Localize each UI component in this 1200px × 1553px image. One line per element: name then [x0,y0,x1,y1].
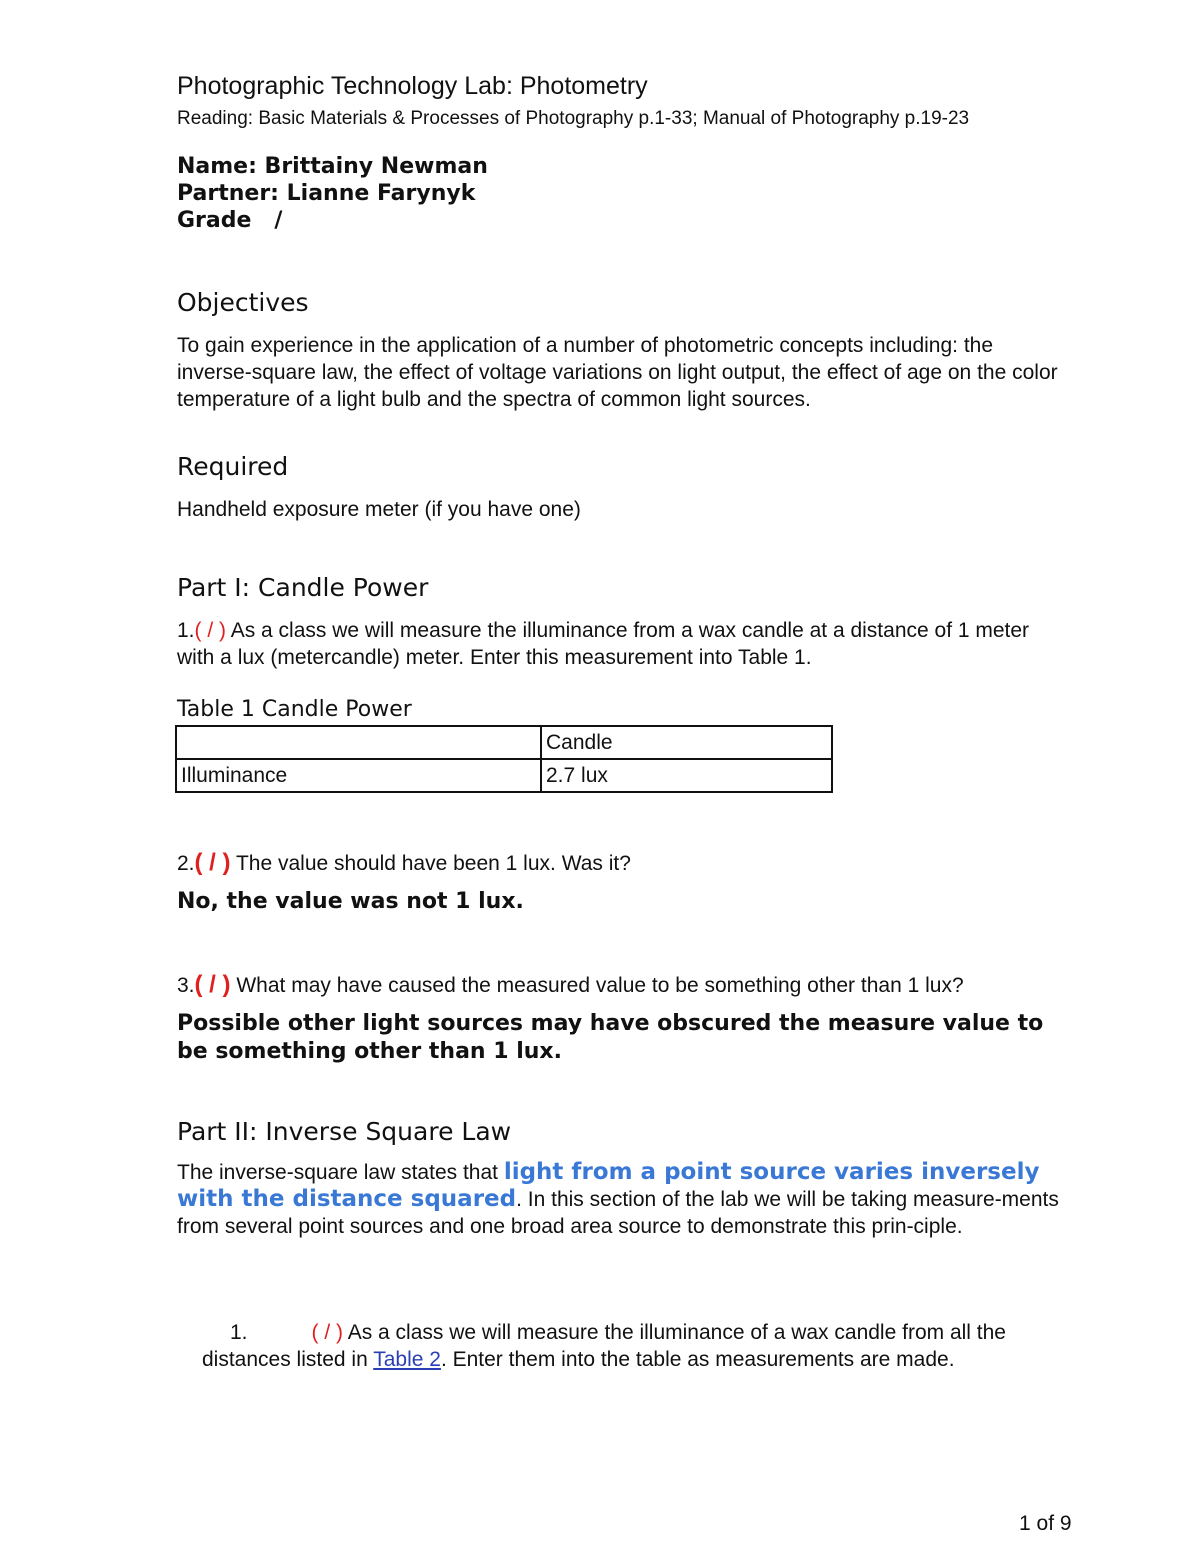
question-text: What may have caused the measured value to be something other than 1 lux? [230,974,964,997]
partner-name: Partner: Lianne Farynyk [177,181,476,206]
intro-text: The inverse-square law states that [177,1161,504,1184]
table-row [176,759,832,792]
question-text: As a class we will measure the illuminance of a wax candle from all the distances listed in [202,1321,1006,1371]
question-number: 1. [230,1321,248,1344]
part2-question-1 [202,1319,1062,1373]
answer-2: No, the value was not 1 lux. [177,889,524,914]
part2-intro [177,1159,1067,1240]
reading-line: Reading: Basic Materials & Processes of Photography p.1-33; Manual of Photography p.19-23 [177,108,970,129]
table-header-cell [176,726,541,759]
answer-3: Possible other light sources may have obscured the measure value to be something other than 1 lux. [177,1011,1044,1064]
score-placeholder: ( / ) [194,971,231,998]
table1-caption: Table 1 Candle Power [177,697,412,722]
score-placeholder: ( / ) [194,849,231,876]
question-number: 3. [177,974,195,997]
question-number: 2. [177,852,195,875]
student-name: Name: Brittainy Newman [177,154,488,179]
question-number: 1. [177,619,195,642]
highlighted-law: light from a point source varies inversely with the distance squared [177,1159,1040,1212]
table-cell: 2.7 lux [541,759,832,792]
part2-heading: Part II: Inverse Square Law [177,1117,512,1146]
part1-heading: Part I: Candle Power [177,573,429,602]
table-header-cell: Candle [541,726,832,759]
page-number: 1 of 9 [1019,1512,1072,1535]
score-placeholder: ( / ) [194,619,227,642]
required-heading: Required [177,452,289,481]
objectives-heading: Objectives [177,288,309,317]
part1-question-3 [177,971,1067,999]
document-title: Photographic Technology Lab: Photometry [177,72,648,100]
candle-power-table [175,725,833,793]
objectives-text: To gain experience in the application of a number of photometric concepts including: the inverse-square law, the effect of voltage variations on light output, the effect of age on the color temperature of a light bulb and the spectra of common light sources. [177,334,1058,411]
table-header-row [176,726,832,759]
part1-question-1 [177,617,1067,671]
intro-text: . In this section of the lab we will be taking measure-ments from several point sources and one broad area source to demonstrate this prin-ciple. [177,1188,1059,1238]
part1-question-2 [177,849,1067,877]
question-text: . Enter them into the table as measurements are made. [440,1348,955,1371]
score-placeholder: ( / ) [311,1321,344,1344]
table2-link[interactable]: Table 2 [373,1348,441,1371]
question-text: The value should have been 1 lux. Was it? [230,852,631,875]
question-text: As a class we will measure the illuminance from a wax candle at a distance of 1 meter with a lux (metercandle) meter. Enter this measurement into Table 1. [177,619,1030,669]
grade-line: Grade / [177,208,283,233]
table-cell: Illuminance [176,759,541,792]
required-text: Handheld exposure meter (if you have one) [177,498,581,521]
